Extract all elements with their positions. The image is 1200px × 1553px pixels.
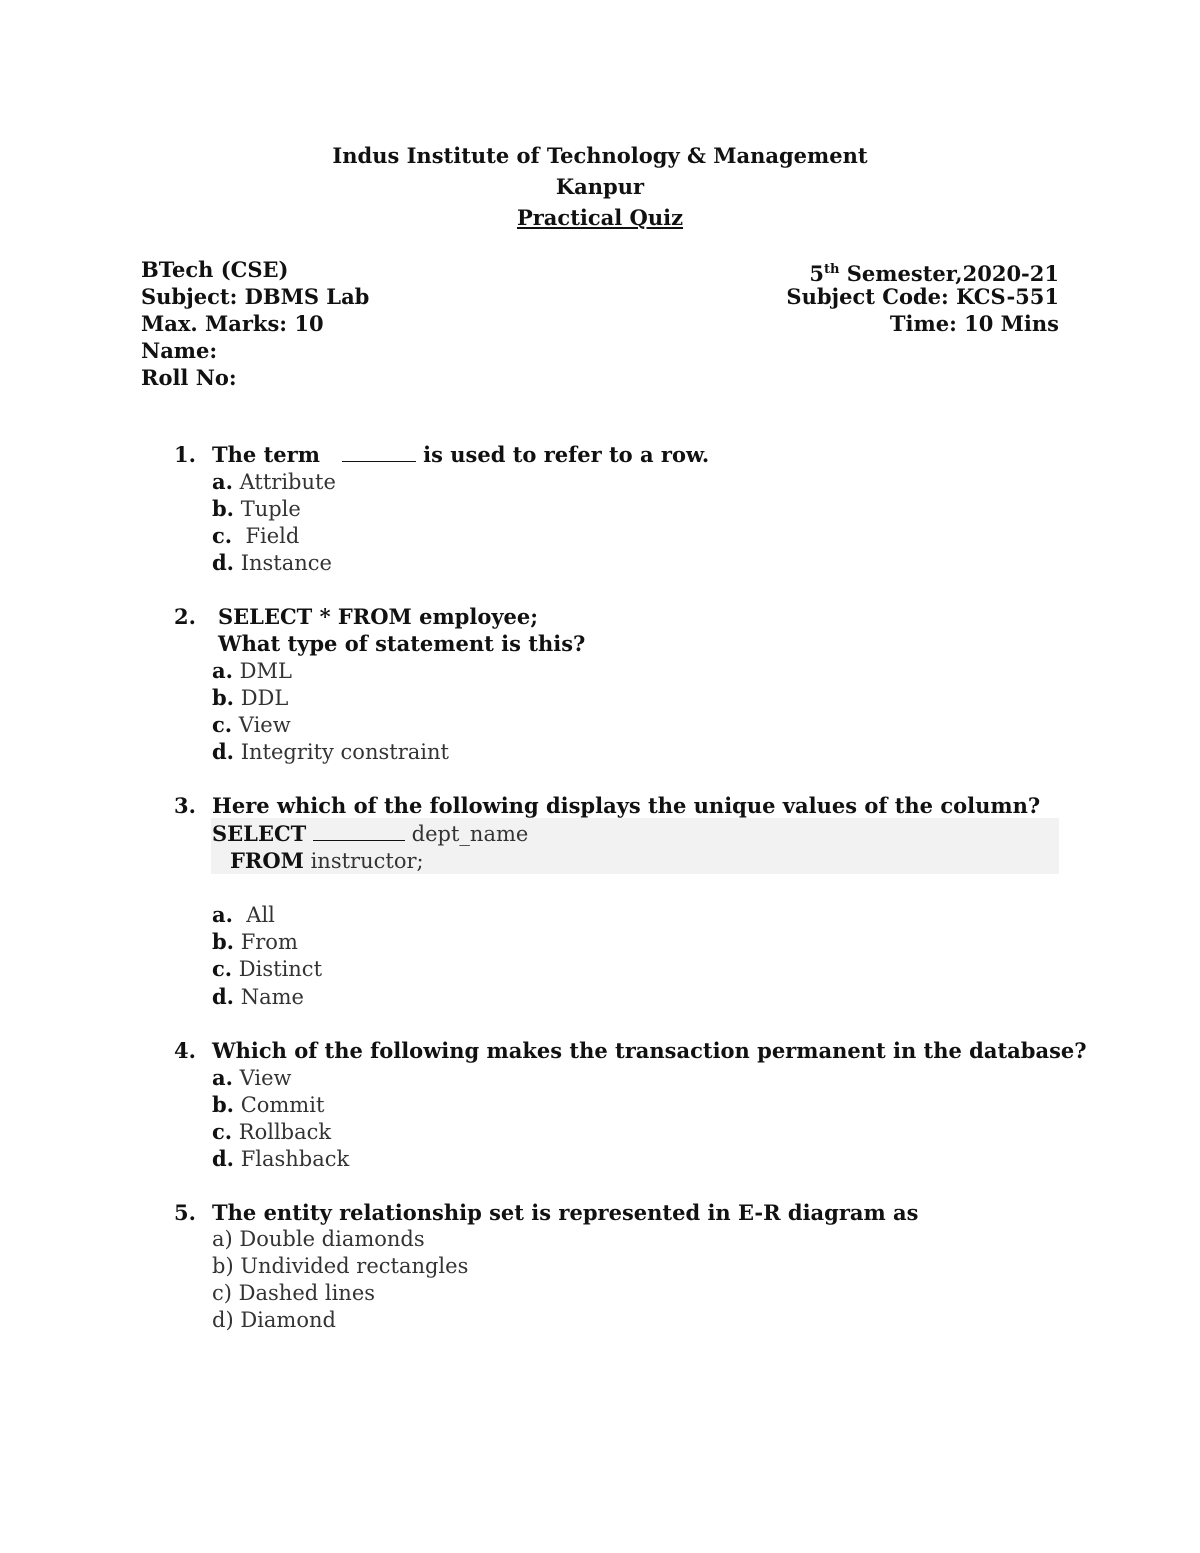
code-select-keyword: SELECT (212, 821, 307, 846)
option-item: c. Field (212, 523, 300, 548)
question-number: 3. (174, 793, 196, 818)
option-item: a. All (212, 902, 275, 927)
option-item: a) Double diamonds (212, 1227, 425, 1251)
code-select-column: dept_name (411, 822, 529, 846)
question-1-text-before: The term (212, 442, 320, 467)
question-number: 4. (174, 1038, 196, 1063)
institute-title: Indus Institute of Technology & Management (332, 143, 868, 168)
question-5-text: The entity relationship set is represented in E-R diagram as (212, 1200, 919, 1225)
question-2-code: SELECT * FROM employee; (218, 604, 539, 629)
option-item: c) Dashed lines (212, 1281, 376, 1305)
option-item: b. Commit (212, 1092, 325, 1117)
option-item: a. DML (212, 658, 292, 683)
quiz-title: Practical Quiz (516, 205, 684, 230)
option-item: b) Undivided rectangles (212, 1254, 469, 1278)
answer-blank (342, 443, 416, 462)
code-from-line (230, 847, 424, 875)
time-label: Time: 10 Mins (889, 311, 1059, 336)
question-1-text (212, 441, 709, 468)
question-number: 1. (174, 442, 196, 467)
question-2-text: What type of statement is this? (218, 631, 586, 656)
subject-code-label: Subject Code: KCS-551 (786, 284, 1059, 309)
option-item: a. View (212, 1065, 292, 1090)
semester-superscript: th (823, 262, 840, 277)
option-item: d) Diamond (212, 1308, 336, 1332)
question-number: 5. (174, 1200, 196, 1225)
option-item: c. Distinct (212, 956, 323, 981)
code-select-line (212, 820, 528, 848)
max-marks-label: Max. Marks: 10 (141, 311, 324, 336)
code-from-keyword: FROM (230, 848, 304, 873)
option-item: d. Integrity constraint (212, 739, 449, 764)
question-4-text: Which of the following makes the transaction permanent in the database? (212, 1038, 1087, 1063)
option-item: d. Instance (212, 550, 332, 575)
code-from-table: instructor; (310, 849, 424, 873)
question-number: 2. (174, 604, 196, 629)
answer-blank (313, 822, 405, 841)
semester-number: 5 (809, 261, 824, 286)
option-item: d. Flashback (212, 1146, 350, 1171)
question-3-text: Here which of the following displays the unique values of the column? (212, 793, 1041, 818)
option-item: c. View (212, 712, 291, 737)
option-item: b. Tuple (212, 496, 301, 521)
option-item: b. From (212, 929, 298, 954)
option-item: a. Attribute (212, 469, 336, 494)
option-item: d. Name (212, 984, 304, 1009)
option-item: c. Rollback (212, 1119, 332, 1144)
option-item: b. DDL (212, 685, 289, 710)
semester-rest: Semester,2020-21 (839, 261, 1059, 286)
program-label: BTech (CSE) (141, 257, 289, 282)
subject-label: Subject: DBMS Lab (141, 284, 370, 309)
question-1-text-after: is used to refer to a row. (423, 442, 710, 467)
city-title: Kanpur (555, 174, 645, 199)
roll-no-label: Roll No: (141, 365, 237, 390)
name-label: Name: (141, 338, 218, 363)
